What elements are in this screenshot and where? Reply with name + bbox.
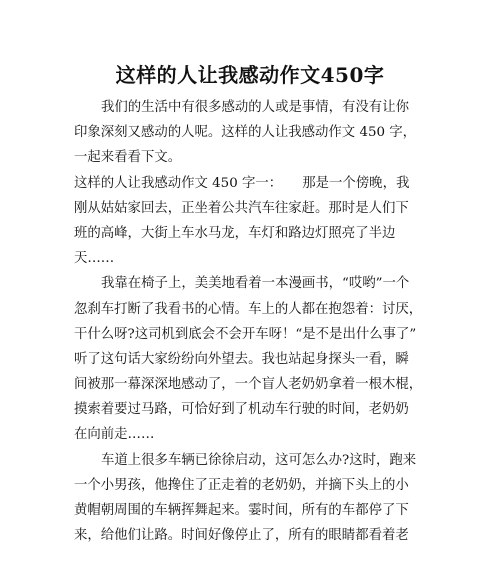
text-line: 这样的人让我感动作文 450 字一： 那是一个傍晚，我 [74,175,410,191]
text-line: 我们的生活中有很多感动的人或是事情，有没有让你 [101,100,409,115]
page-title: 这样的人让我感动作文450字 [115,63,385,87]
text-line: 听了这句话大家纷纷向外望去。我也站起身探头一看，瞬 [74,351,409,367]
text-line: 车道上很多车辆已徐徐启动，这可怎么办?这时，跑来 [101,452,417,468]
article-body [74,95,430,548]
text-line: 黄帽朝周围的车辆挥舞起来。霎时间，所有的车都停了下 [74,503,409,518]
text-line: 一个小男孩，他搀住了正走着的老奶奶，并摘下头上的小 [74,477,409,493]
text-line: 印象深刻又感动的人呢。这样的人让我感动作文 450 字， [74,125,417,141]
text-line: 一起来看看下文。 [74,150,182,166]
text-line: 来，给他们让路。时间好像停止了，所有的眼睛都看着老 [74,528,409,544]
text-line: 忽刹车打断了我看书的心情。车上的人都在抱怨着：讨厌， [74,301,423,317]
text-line: 间被那一幕深深地感动了，一个盲人老奶奶拿着一根木棍， [74,377,423,393]
text-line: 摸索着要过马路，可恰好到了机动车行驶的时间，老奶奶 [74,402,409,418]
text-line: 干什么呀?这司机到底会不会开车呀！“是不是出什么事了” [74,326,417,342]
text-line: 刚从姑姑家回去，正坐着公共汽车往家赶。那时是人们下 [74,200,409,216]
text-line: 天…… [74,251,115,267]
text-line: 班的高峰，大街上车水马龙，车灯和路边灯照亮了半边 [74,225,396,241]
text-line: 我靠在椅子上，美美地看着一本漫画书，“哎哟”一个 [101,276,410,292]
text-line: 在向前走…… [74,427,155,443]
